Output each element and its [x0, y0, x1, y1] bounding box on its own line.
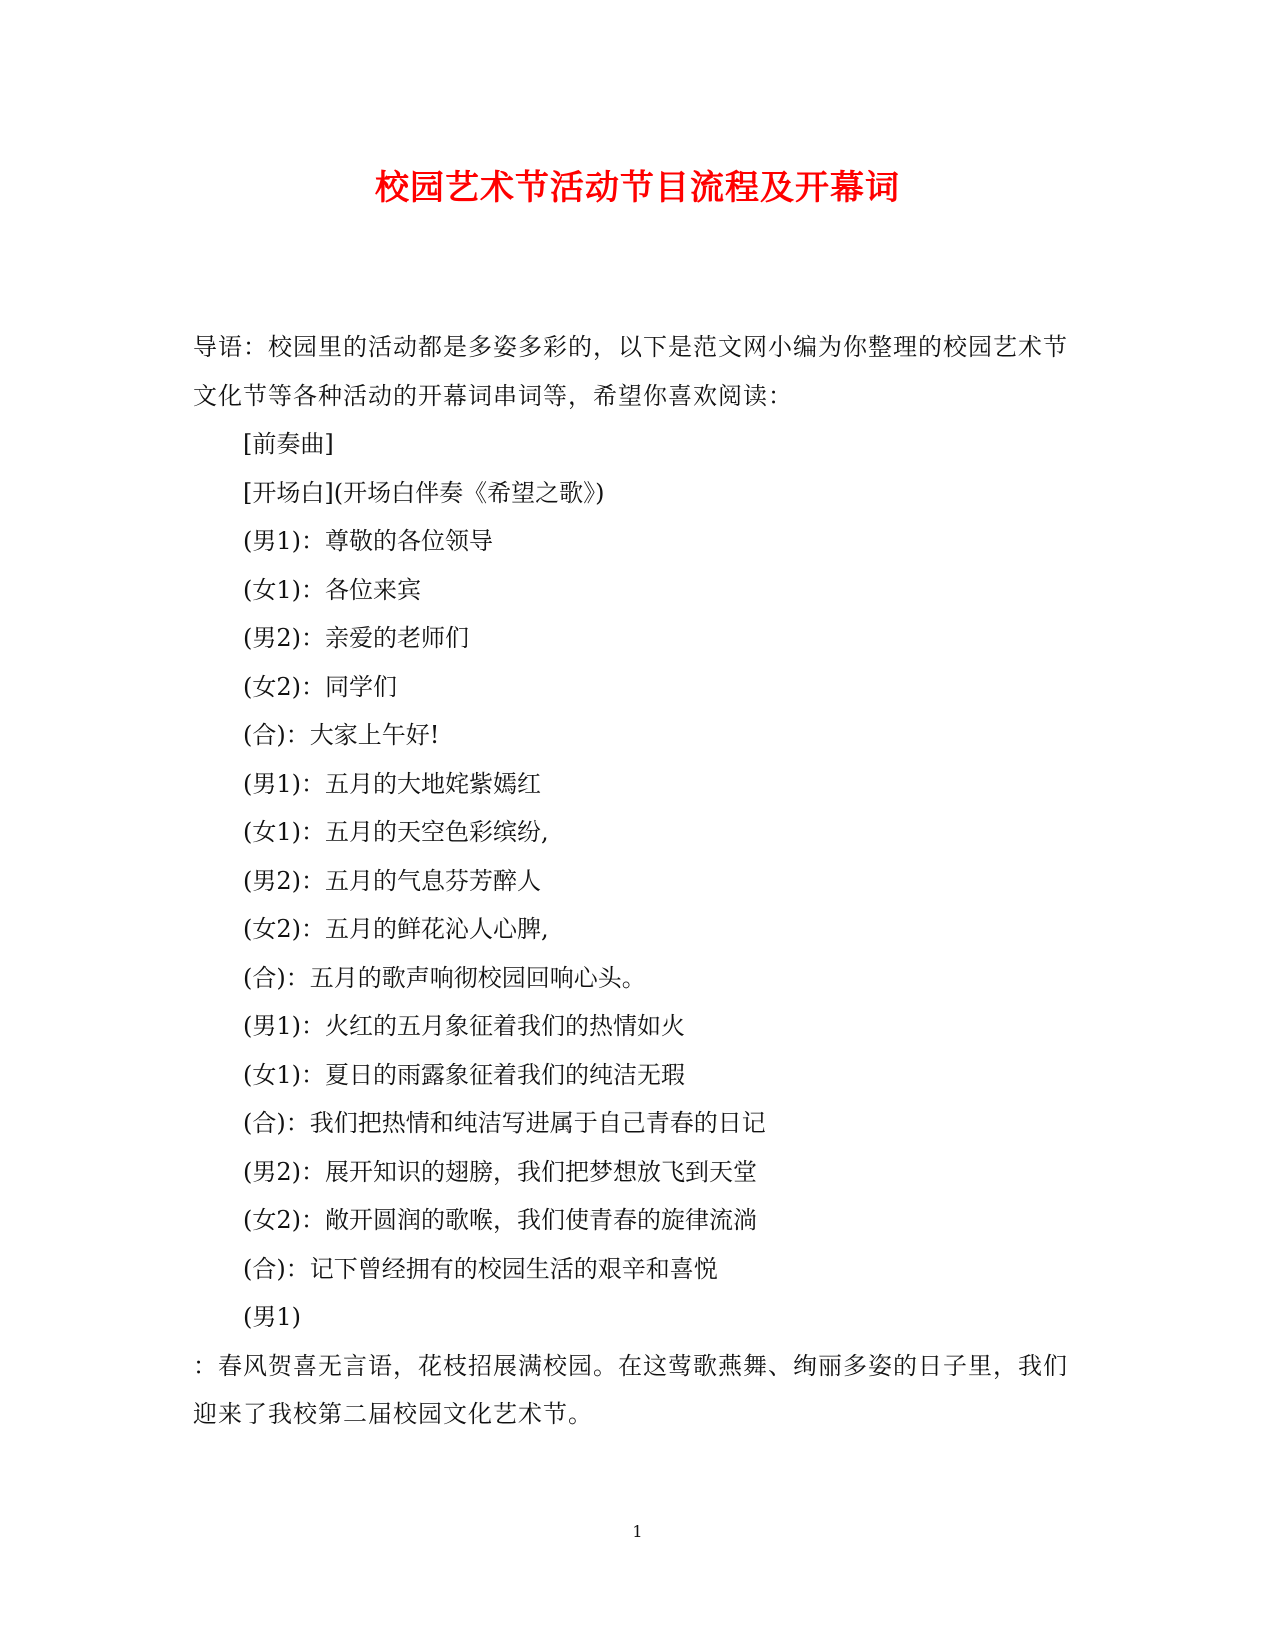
script-line: [开场白](开场白伴奏《希望之歌》) [243, 478, 605, 507]
script-line: (男1)：尊敬的各位领导 [243, 527, 493, 555]
script-line: (合)：我们把热情和纯洁写进属于自己青春的日记 [243, 1109, 766, 1137]
script-line: (合)：五月的歌声响彻校园回响心头。 [243, 963, 646, 992]
document-title: 校园艺术节活动节目流程及开幕词 [375, 168, 900, 208]
script-line: (合)：记下曾经拥有的校园生活的艰辛和喜悦 [243, 1254, 718, 1283]
script-line: (女2)：同学们 [243, 672, 397, 701]
script-line: [前奏曲] [243, 430, 334, 458]
script-line: (女1)：各位来宾 [243, 575, 421, 604]
script-line: (男2)：展开知识的翅膀，我们把梦想放飞到天堂 [243, 1157, 757, 1186]
script-lines [193, 420, 1073, 1342]
script-line: (合)：大家上午好! [243, 721, 440, 749]
script-line: (男1)：五月的大地姹紫嫣红 [243, 769, 541, 798]
script-line: (男2)：亲爱的老师们 [243, 624, 469, 652]
script-line: (男2)：五月的气息芬芳醉人 [243, 866, 541, 895]
intro-paragraph: 导语：校园里的活动都是多姿多彩的，以下是范文网小编为你整理的校园艺术节文化节等各种活动的开幕词串词等，希望你喜欢阅读： [193, 333, 1068, 410]
script-line: (女1)：夏日的雨露象征着我们的纯洁无瑕 [243, 1060, 685, 1089]
page-number: 1 [632, 1522, 643, 1541]
script-line: (女1)：五月的天空色彩缤纷, [243, 818, 549, 846]
script-line: (男1)：火红的五月象征着我们的热情如火 [243, 1012, 685, 1040]
closing-paragraph: ：春风贺喜无言语，花枝招展满校园。在这莺歌燕舞、绚丽多姿的日子里，我们迎来了我校第二届校园文化艺术节。 [193, 1351, 1068, 1428]
document-body [193, 323, 1073, 1439]
script-line: (女2)：敞开圆润的歌喉，我们使青春的旋律流淌 [243, 1206, 757, 1234]
script-line: (男1) [243, 1303, 301, 1331]
script-line: (女2)：五月的鲜花沁人心脾, [243, 915, 549, 943]
